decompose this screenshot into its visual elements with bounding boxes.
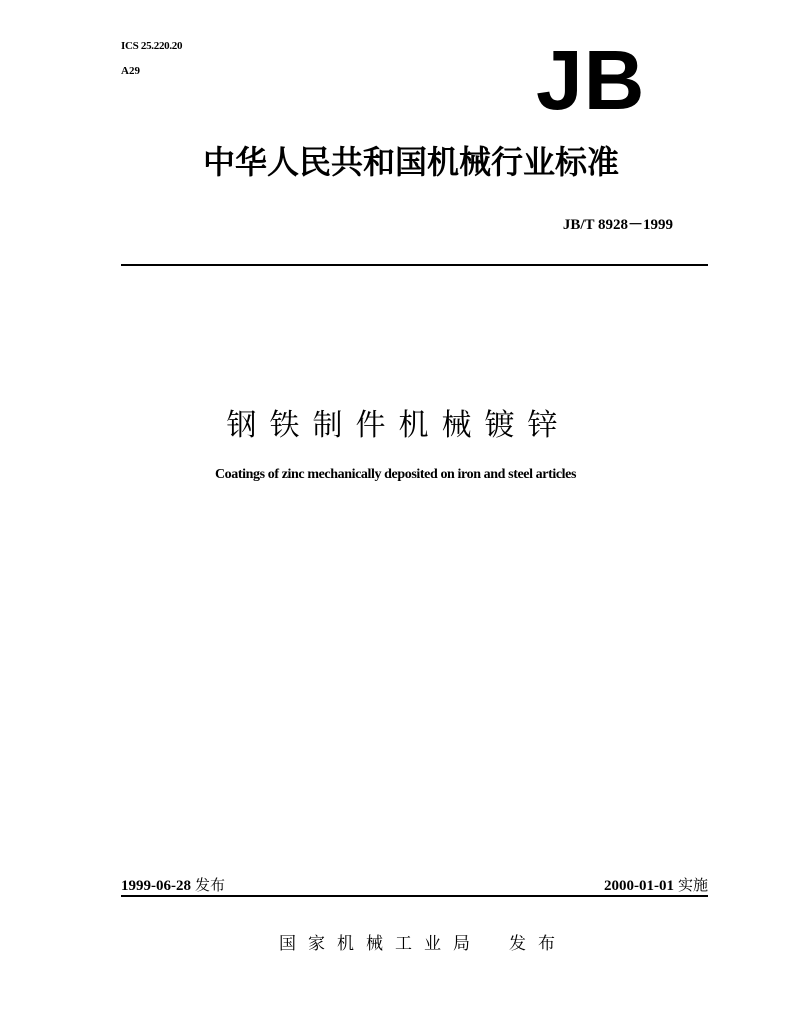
publish-date: 1999-06-28	[121, 878, 191, 894]
document-title-chinese: 钢铁制件机械镀锌	[226, 408, 571, 443]
classification-code: A29	[121, 65, 140, 77]
publish-date-line	[121, 874, 225, 895]
issue-word: 发布	[509, 934, 567, 954]
document-title-english: Coatings of zinc mechanically deposited on iron and steel articles	[214, 467, 577, 482]
jb-logo: JB	[536, 33, 646, 127]
standard-code: JB/T 8928－1999	[562, 217, 673, 233]
top-divider	[121, 264, 708, 266]
effective-word: 实施	[677, 876, 708, 894]
organization-title: 中华人民共和国机械行业标准	[202, 143, 619, 181]
ics-code: ICS 25.220.20	[121, 40, 183, 52]
bottom-divider	[121, 895, 708, 897]
issuing-authority: 国家机械工业局	[279, 934, 482, 954]
publish-word: 发布	[195, 876, 226, 894]
effective-date-line	[604, 874, 708, 895]
effective-date: 2000-01-01	[603, 878, 674, 894]
